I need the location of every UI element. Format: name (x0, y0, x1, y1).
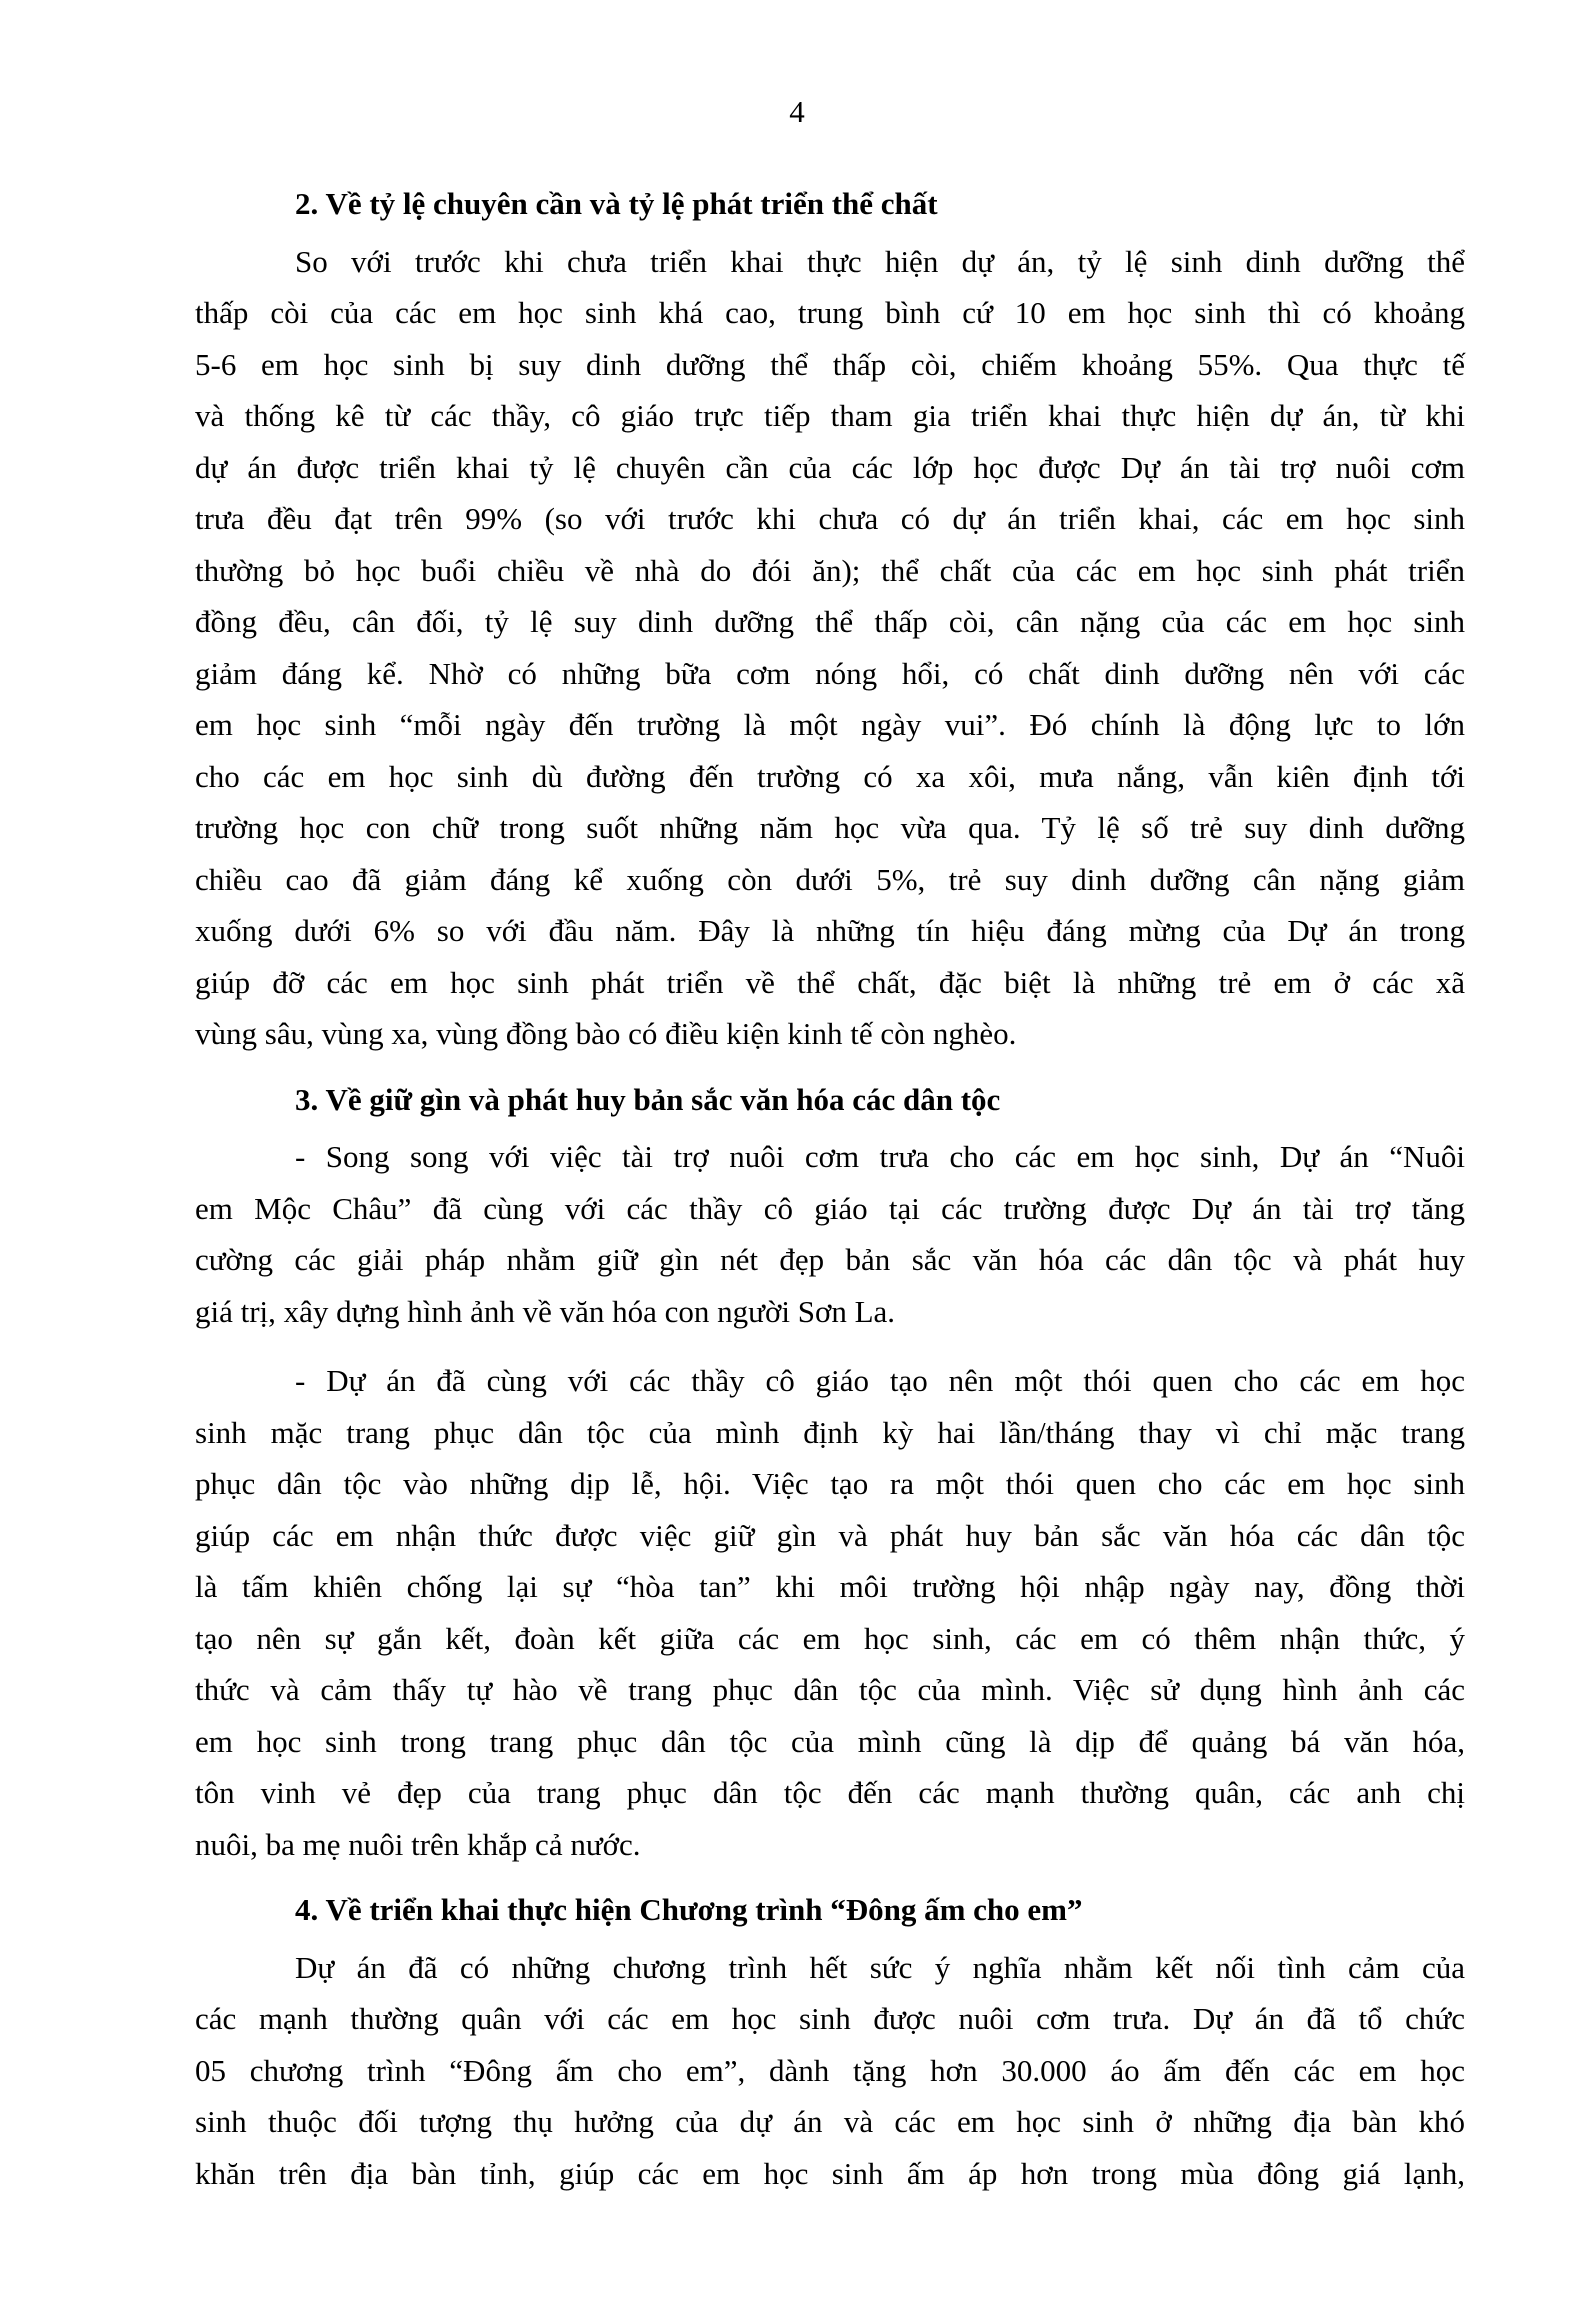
section-3 (195, 1074, 1465, 1871)
text-line: trường học con chữ trong suốt những năm học vừa qua. Tỷ lệ số trẻ suy dinh dưỡng (195, 810, 1465, 845)
text-line: - Song song với việc tài trợ nuôi cơm trưa cho các em học sinh, Dự án “Nuôi (295, 1139, 1465, 1174)
text-line: giúp đỡ các em học sinh phát triển về thể chất, đặc biệt là những trẻ em ở các xã (195, 964, 1465, 1000)
text-line: em học sinh “mỗi ngày đến trường là một ngày vui”. Đó chính là động lực to lớn (195, 707, 1465, 742)
page-number: 4 (789, 94, 805, 129)
text-line: thấp còi của các em học sinh khá cao, trung bình cứ 10 em học sinh thì có khoảng (195, 295, 1465, 330)
text-line: là tấm khiên chống lại sự “hòa tan” khi môi trường hội nhập ngày nay, đồng thời (195, 1569, 1465, 1604)
text-line: giá trị, xây dựng hình ảnh về văn hóa con người Sơn La. (195, 1293, 896, 1329)
text-line: cho các em học sinh dù đường đến trường có xa xôi, mưa nắng, vẫn kiên định tới (195, 758, 1465, 794)
document-body (195, 178, 1465, 2199)
text-line: thức và cảm thấy tự hào về trang phục dân tộc của mình. Việc sử dụng hình ảnh các (195, 1672, 1465, 1707)
text-line: - Dự án đã cùng với các thầy cô giáo tạo nên một thói quen cho các em học (295, 1363, 1465, 1398)
text-line: sinh mặc trang phục dân tộc của mình định kỳ hai lần/tháng thay vì chỉ mặc trang (195, 1414, 1465, 1450)
text-line: giảm đáng kể. Nhờ có những bữa cơm nóng hổi, có chất dinh dưỡng nên với các (195, 655, 1465, 691)
text-line: em Mộc Châu” đã cùng với các thầy cô giáo tại các trường được Dự án tài trợ tăng (195, 1190, 1465, 1226)
text-line: các mạnh thường quân với các em học sinh được nuôi cơm trưa. Dự án đã tổ chức (195, 2001, 1465, 2036)
text-line: đồng đều, cân đối, tỷ lệ suy dinh dưỡng thể thấp còi, cân nặng của các em học sinh (195, 604, 1465, 639)
text-line: tạo nên sự gắn kết, đoàn kết giữa các em học sinh, các em có thêm nhận thức, ý (195, 1620, 1465, 1656)
text-line: cường các giải pháp nhằm giữ gìn nét đẹp bản sắc văn hóa các dân tộc và phát huy (195, 1242, 1465, 1277)
paragraph (195, 1131, 1465, 1337)
text-line: em học sinh trong trang phục dân tộc của mình cũng là dịp để quảng bá văn hóa, (195, 1723, 1465, 1759)
text-line: tôn vinh vẻ đẹp của trang phục dân tộc đến các mạnh thường quân, các anh chị (195, 1775, 1465, 1810)
section-heading: 4. Về triển khai thực hiện Chương trình “Đông ấm cho em” (295, 1892, 1083, 1927)
text-line: xuống dưới 6% so với đầu năm. Đây là những tín hiệu đáng mừng của Dự án trong (195, 913, 1465, 948)
text-line: dự án được triển khai tỷ lệ chuyên cần của các lớp học được Dự án tài trợ nuôi cơm (195, 449, 1465, 485)
text-line: trưa đều đạt trên 99% (so với trước khi chưa có dự án triển khai, các em học sinh (195, 501, 1465, 536)
text-line: phục dân tộc vào những dịp lễ, hội. Việc tạo ra một thói quen cho các em học sinh (195, 1466, 1465, 1501)
text-line: So với trước khi chưa triển khai thực hiện dự án, tỷ lệ sinh dinh dưỡng thể (295, 243, 1465, 279)
text-line: thường bỏ học buổi chiều về nhà do đói ăn); thể chất của các em học sinh phát triển (195, 552, 1465, 588)
text-line: nuôi, ba mẹ nuôi trên khắp cả nước. (195, 1826, 641, 1862)
paragraph (195, 1355, 1465, 1870)
paragraph (195, 236, 1465, 1060)
text-line: khăn trên địa bàn tỉnh, giúp các em học sinh ấm áp hơn trong mùa đông giá lạnh, (195, 2155, 1465, 2191)
text-line: và thống kê từ các thầy, cô giáo trực tiếp tham gia triển khai thực hiện dự án, từ khi (195, 398, 1465, 433)
section-2 (195, 178, 1465, 1060)
section-heading: 3. Về giữ gìn và phát huy bản sắc văn hóa các dân tộc (295, 1081, 1001, 1117)
section-4 (195, 1884, 1465, 2199)
text-line: 05 chương trình “Đông ấm cho em”, dành tặng hơn 30.000 áo ấm đến các em học (195, 2052, 1465, 2088)
text-line: vùng sâu, vùng xa, vùng đồng bào có điều kiện kinh tế còn nghèo. (195, 1016, 1017, 1051)
text-line: chiều cao đã giảm đáng kể xuống còn dưới 5%, trẻ suy dinh dưỡng cân nặng giảm (195, 861, 1465, 897)
section-heading: 2. Về tỷ lệ chuyên cần và tỷ lệ phát triển thể chất (295, 186, 938, 221)
text-line: 5-6 em học sinh bị suy dinh dưỡng thể thấp còi, chiếm khoảng 55%. Qua thực tế (195, 346, 1465, 382)
text-line: sinh thuộc đối tượng thụ hưởng của dự án và các em học sinh ở những địa bàn khó (195, 2104, 1465, 2139)
text-line: Dự án đã có những chương trình hết sức ý nghĩa nhằm kết nối tình cảm của (295, 1949, 1465, 1985)
text-line: giúp các em nhận thức được việc giữ gìn và phát huy bản sắc văn hóa các dân tộc (195, 1517, 1465, 1553)
paragraph (195, 1942, 1465, 2200)
